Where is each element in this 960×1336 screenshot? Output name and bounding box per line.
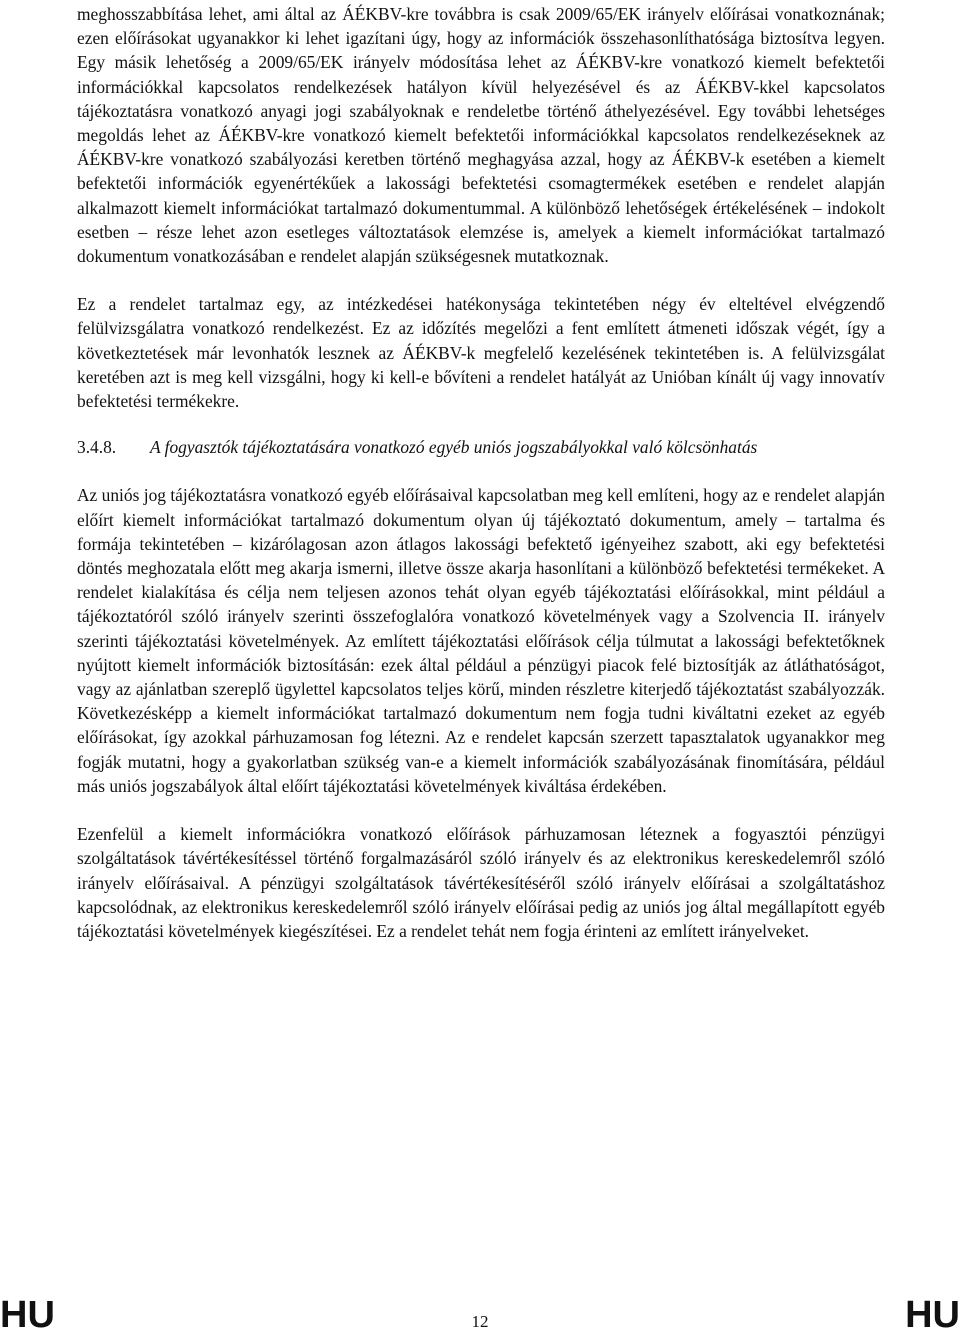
footer-language-right: HU [905, 1294, 960, 1336]
page-number: 12 [471, 1312, 489, 1331]
paragraph-1: meghosszabbítása lehet, ami által az ÁÉKBV-kre továbbra is csak 2009/65/EK irányelv előírásai vonatkoznának; ezen előírásokat ugyanakkor ki lehet igazítani úgy, hogy az információk összehasonlíthatósága biztosítva legyen. Egy másik lehetőség a 2009/65/EK irányelv módosítása lehet az ÁÉKBV-kre vonatkozó kiemelt befektetői információkkal kapcsolatos rendelkezések hatályon kívül helyezésével és az ÁÉKBV-kkel kapcsolatos tájékoztatásra vonatkozó anyagi jogi szabályoknak e rendeletbe történő áthelyezésével. Egy további lehetséges megoldás lehet az ÁÉKBV-kre vonatkozó kiemelt befektetői információkkal kapcsolatos rendelkezéseknek az ÁÉKBV-kre vonatkozó szabályozási keretben történő meghagyása azzal, hogy az ÁÉKBV-k esetében a kiemelt befektetői információk egyenértékűek a lakossági befektetési csomagtermékek esetében e rendelet alapján alkalmazott kiemelt információkat tartalmazó dokumentummal. A különböző lehetőségek értékelésének – indokolt esetben – része lehet azon esetleges változtatások elemzése is, amelyek a kiemelt információkat tartalmazó dokumentum vonatkozásában e rendelet alapján szükségesnek mutatkoznak. [77, 4, 885, 267]
footer-language-left: HU [0, 1294, 55, 1336]
document-body [77, 0, 885, 943]
paragraph-4: Ezenfelül a kiemelt információkra vonatkozó előírások párhuzamosan léteznek a fogyasztói pénzügyi szolgáltatások távértékesítéssel történő forgalmazásáról szóló irányelv és az elektronikus kereskedelemről szóló irányelv előírásaival. A pénzügyi szolgáltatások távértékesítéséről szóló irányelv előírásai a szolgáltatáshoz kapcsolódnak, az elektronikus kereskedelemről szóló irányelv előírásai pedig az uniós jog által megállapított egyéb tájékoztatási követelmények kiegészítései. Ez a rendelet tehát nem fogja érinteni az említett irányelveket. [77, 824, 885, 941]
section-number: 3.4.8. [77, 437, 117, 458]
paragraph-3: Az uniós jog tájékoztatásra vonatkozó egyéb előírásaival kapcsolatban meg kell említeni, hogy az e rendelet alapján előírt kiemelt információkat tartalmazó dokumentum olyan új tájékoztató dokumentum, amely – tartalma és formája tekintetében – kizárólagosan azon átlagos lakossági befektető igényeihez szabott, aki egy befektetési döntés meghozatala előtt meg akarja ismerni, illetve össze akarja hasonlítani a különböző befektetési termékeket. A rendelet kialakítása és célja nem teljesen azonos tehát olyan egyéb tájékoztatási előírásokkal, mint például a tájékoztatóról szóló irányelv szerinti összefoglalóra vonatkozó követelmények vagy a Szolvencia II. irányelv szerinti tájékoztatási követelmények. Az említett tájékoztatási előírások célja túlmutat a lakossági befektetőknek nyújtott kiemelt információk biztosításán: ezek által például a pénzügyi piacok felé biztosítják az átláthatóságot, vagy az ajánlatban szereplő ügylettel kapcsolatos teljes körű, minden részletre kiterjedő tájékoztatást szabályozzák. Következésképp a kiemelt információkat tartalmazó dokumentum nem fogja tudni kiváltatni ezeket az egyéb előírásokat, így azokkal párhuzamosan fog létezni. Az e rendelet kapcsán szerzett tapasztalatok ugyanakkor meg fogják mutatni, hogy a gyakorlatban szükség van-e a kiemelt információk szabályozásának finomítására, például más uniós jogszabályok által előírt tájékoztatási követelmények kiváltása érdekében. [77, 485, 885, 796]
paragraph-2: Ez a rendelet tartalmaz egy, az intézkedései hatékonysága tekintetében négy év elteltével elvégzendő felülvizsgálatra vonatkozó rendelkezést. Ez az időzítés megelőzi a fent említett átmeneti időszak végét, így a következtetések már levonhatók lesznek az ÁÉKBV-k megfelelő kezelésének tekintetében is. A felülvizsgálat keretében azt is meg kell vizsgálni, hogy ki kell-e bővíteni a rendelet hatályát az Unióban kínált új vagy innovatív befektetési termékekre. [77, 294, 885, 412]
section-title: A fogyasztók tájékoztatására vonatkozó egyéb uniós jogszabályokkal való kölcsönhatás [150, 437, 758, 458]
section-heading [77, 435, 885, 459]
